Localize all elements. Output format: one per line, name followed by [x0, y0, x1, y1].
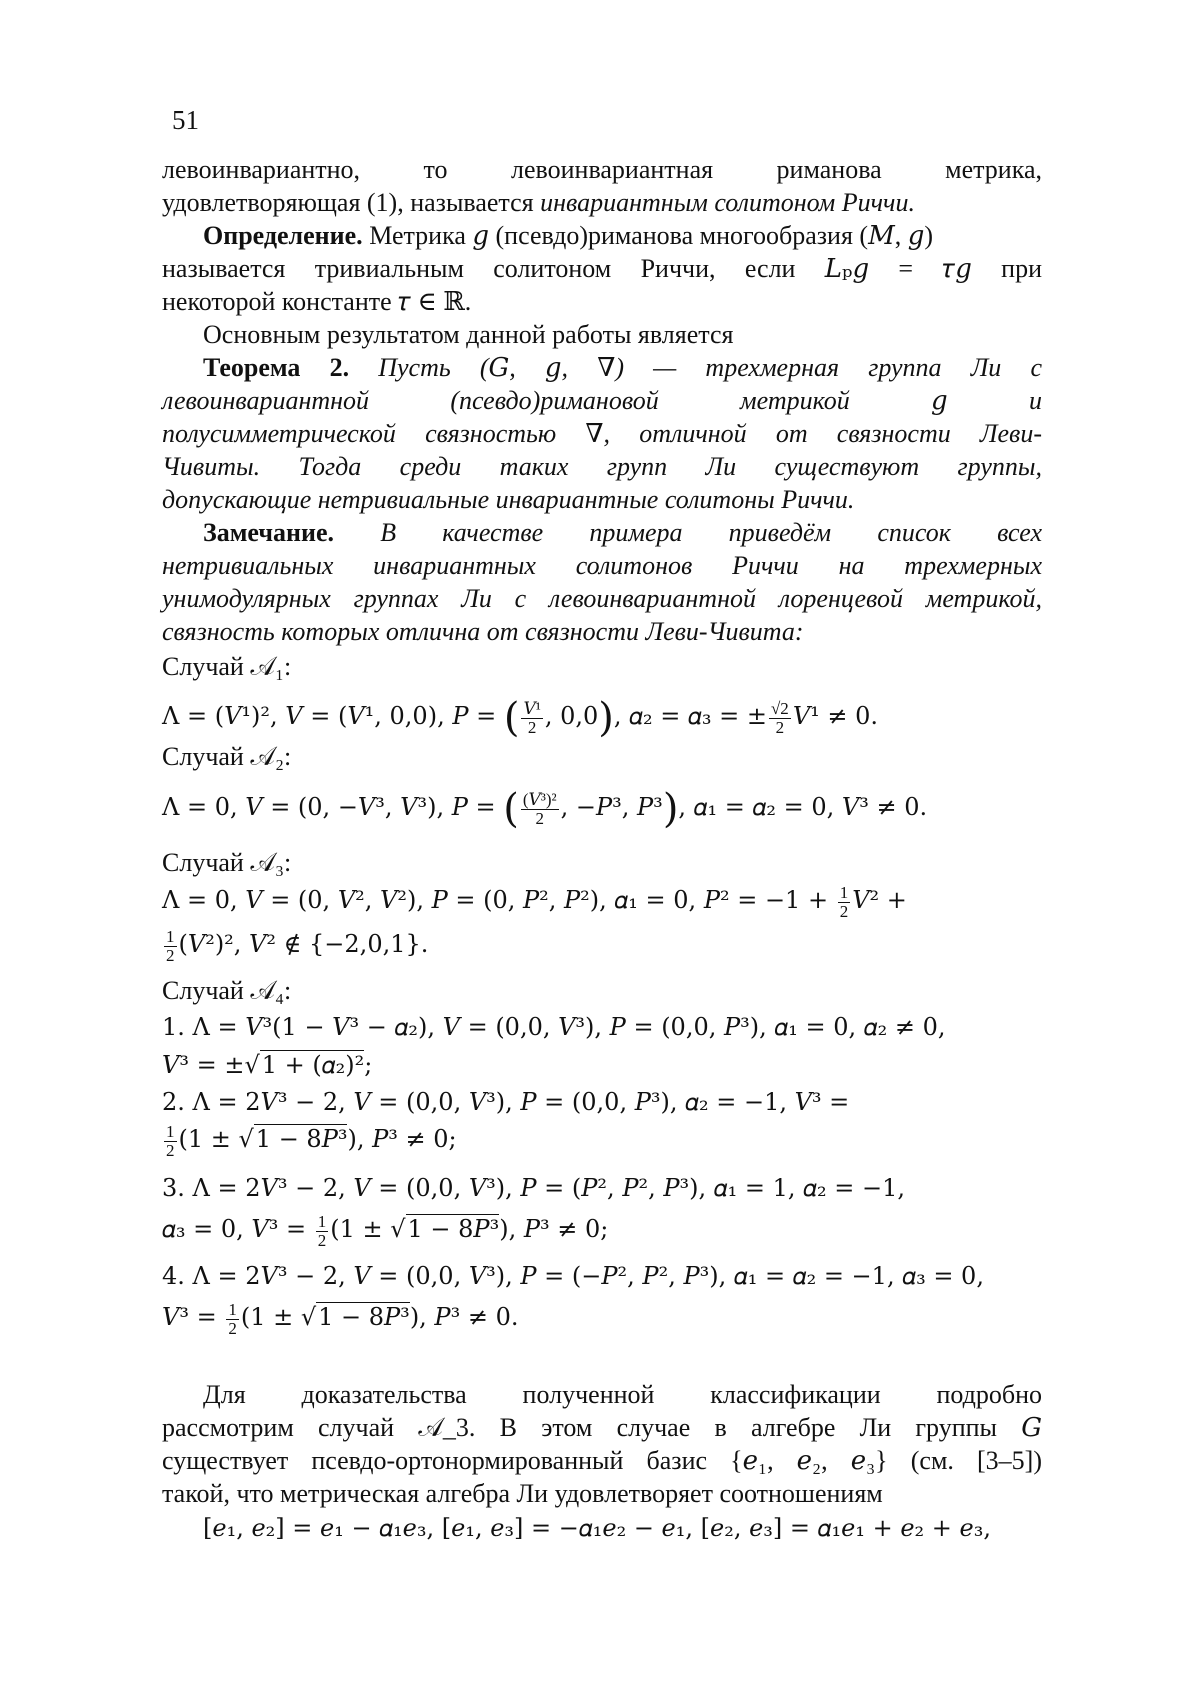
text-span: Метрика 𝑔 (псевдо)риманова многообразия (𝑀, 𝑔)	[363, 221, 933, 250]
formula-part: 𝛼₃ = 0, 𝑉³ =	[162, 1215, 314, 1243]
formula-part: Λ = (𝑉¹)², 𝑉 = (𝑉¹, 0,0), 𝑃 =	[162, 702, 504, 730]
definition-line	[203, 219, 1042, 252]
formula-item-2	[162, 1085, 1042, 1119]
remark-line: унимодулярных группах Ли с левоинвариантной лоренцевой метрикой,	[162, 582, 1042, 615]
text-line: Основным результатом данной работы является	[203, 318, 1042, 351]
formula-part: , 0,0	[545, 702, 598, 730]
formula-item-3: 3. Λ = 2𝑉³ − 2, 𝑉 = (0,0, 𝑉³), 𝑃 = (𝑃², 𝑃², 𝑃³), 𝛼₁ = 1, 𝛼₂ = −1,	[162, 1172, 1042, 1205]
fraction	[164, 928, 177, 965]
theorem-line: полусимметрической связностью ∇, отличной от связности Леви-	[162, 417, 1042, 450]
theorem-line: Чивиты. Тогда среди таких групп Ли существуют группы,	[162, 450, 1042, 483]
formula-case1	[162, 699, 1042, 737]
formula-commutators: [𝑒₁, 𝑒₂] = 𝑒₁ − 𝛼₁𝑒₃, [𝑒₁, 𝑒₃] = −𝛼₁𝑒₂ − 𝑒₁, [𝑒₂, 𝑒₃] = 𝛼₁𝑒₁ + 𝑒₂ + 𝑒₃,	[203, 1512, 1042, 1545]
fraction-denominator: 2	[164, 947, 177, 965]
definition-label: Определение.	[203, 221, 363, 250]
fraction-denominator: 2	[316, 1232, 329, 1250]
formula-part: ), 𝑃³ ≠ 0;	[499, 1215, 608, 1243]
remark-line	[203, 516, 1042, 549]
formula-item-1-cont	[162, 1048, 1042, 1082]
text-line: Для доказательства полученной классификации подробно	[203, 1378, 1042, 1411]
case-label: Случай 𝒜₁:	[162, 650, 1042, 683]
paren-right: )	[598, 695, 614, 741]
sqrt-sign: √	[390, 1215, 405, 1243]
fraction	[838, 884, 851, 921]
remark-line: связность которых отлична от связности Леви-Чивита:	[162, 615, 1042, 648]
paren-left: (	[503, 786, 519, 832]
formula-part: Λ = 0, 𝑉 = (0, −𝑉³, 𝑉³), 𝑃 =	[162, 793, 503, 821]
theorem-label: Теорема 2.	[203, 353, 349, 382]
formula-item-4-cont	[162, 1300, 1042, 1338]
fraction	[521, 791, 559, 828]
sqrt-sign: √	[239, 1125, 254, 1153]
formula-item-4: 4. Λ = 2𝑉³ − 2, 𝑉 = (0,0, 𝑉³), 𝑃 = (−𝑃², 𝑃², 𝑃³), 𝛼₁ = 𝛼₂ = −1, 𝛼₃ = 0,	[162, 1260, 1042, 1293]
formula-part: 2. Λ = 2𝑉³ − 2, 𝑉 = (0,0, 𝑉³), 𝑃 = (0,0, 𝑃³), 𝛼₂ = −1, 𝑉³ =	[162, 1088, 849, 1116]
fraction-denominator: 2	[521, 810, 559, 828]
fraction-numerator: 𝑉¹	[521, 700, 542, 719]
formula-part: (𝑉²)², 𝑉² ∉ {−2,0,1}.	[179, 930, 429, 958]
formula-part: , 𝛼₂ = 𝛼₃ = ±	[614, 702, 767, 730]
sqrt-sign: √	[244, 1051, 259, 1079]
fraction	[521, 700, 542, 737]
text-span: В качестве примера приведём список всех	[334, 518, 1042, 547]
fraction-denominator: 2	[521, 719, 542, 737]
formula-item-2-cont	[162, 1122, 1042, 1160]
paren-left: (	[504, 695, 520, 741]
sqrt-radicand: 1 − 8𝑃³	[316, 1302, 410, 1331]
fraction-numerator: 1	[838, 884, 851, 903]
fraction	[769, 700, 791, 737]
fraction-denominator: 2	[226, 1320, 239, 1338]
formula-part: , 𝛼₁ = 𝛼₂ = 0, 𝑉³ ≠ 0.	[678, 793, 927, 821]
text-line: левоинвариантно, то левоинвариантная риманова метрика,	[162, 153, 1042, 186]
formula-case3-cont	[162, 927, 1042, 965]
case-label: Случай 𝒜₂:	[162, 740, 1042, 773]
fraction-denominator: 2	[838, 903, 851, 921]
fraction	[226, 1301, 239, 1338]
fraction-numerator: √2	[769, 700, 791, 719]
theorem-line	[203, 351, 1042, 384]
formula-part: , −𝑃³, 𝑃³	[561, 793, 663, 821]
text-line: такой, что метрическая алгебра Ли удовлетворяет соотношениям	[162, 1477, 1042, 1510]
formula-part: 𝑉³ =	[162, 1303, 224, 1331]
remark-line: нетривиальных инвариантных солитонов Риччи на трехмерных	[162, 549, 1042, 582]
fraction-numerator: 1	[164, 928, 177, 947]
formula-part: (1 ±	[241, 1303, 301, 1331]
fraction	[164, 1123, 177, 1160]
page-number: 51	[172, 104, 199, 137]
formula-item-1: 1. Λ = 𝑉³(1 − 𝑉³ − 𝛼₂), 𝑉 = (0,0, 𝑉³), 𝑃 = (0,0, 𝑃³), 𝛼₁ = 0, 𝛼₂ ≠ 0,	[162, 1011, 1042, 1044]
text-line: называется тривиальным солитоном Риччи, если 𝐿ₚ𝑔 = 𝜏𝑔 при	[162, 252, 1042, 285]
fraction	[316, 1213, 329, 1250]
text-line: существует псевдо-ортонормированный базис {𝑒₁, 𝑒₂, 𝑒₃} (см. [3–5])	[162, 1444, 1042, 1477]
theorem-line: допускающие нетривиальные инвариантные солитоны Риччи.	[162, 483, 1042, 516]
fraction-denominator: 2	[164, 1142, 177, 1160]
sqrt-radicand: 1 + (𝛼₂)²	[260, 1050, 364, 1079]
theorem-line: левоинвариантной (псевдо)римановой метрикой 𝑔 и	[162, 384, 1042, 417]
formula-part: ), 𝑃³ ≠ 0.	[410, 1303, 519, 1331]
formula-part: (1 ±	[179, 1125, 239, 1153]
sqrt-sign: √	[301, 1303, 316, 1331]
formula-part: 𝑉³ = ±	[162, 1051, 244, 1079]
fraction-numerator: 1	[164, 1123, 177, 1142]
text-line	[162, 186, 1042, 219]
formula-part: ;	[364, 1051, 372, 1079]
formula-part: Λ = 0, 𝑉 = (0, 𝑉², 𝑉²), 𝑃 = (0, 𝑃², 𝑃²), 𝛼₁ = 0, 𝑃² = −1 +	[162, 886, 836, 914]
text-line: рассмотрим случай 𝒜_3. В этом случае в алгебре Ли группы 𝐺	[162, 1411, 1042, 1444]
document-page	[0, 0, 1200, 1703]
fraction-denominator: 2	[769, 719, 791, 737]
formula-part: ), 𝑃³ ≠ 0;	[347, 1125, 456, 1153]
case-label: Случай 𝒜₄:	[162, 974, 1042, 1007]
text-span: Пусть (𝐺, 𝑔, ∇) — трехмерная группа Ли с	[349, 353, 1042, 382]
formula-case2	[162, 790, 1042, 828]
italic-term: инвариантным солитоном Риччи.	[540, 188, 915, 217]
text-line: некоторой константе 𝜏 ∈ ℝ.	[162, 285, 1042, 318]
text-span: удовлетворяющая (1), называется	[162, 188, 540, 217]
case-label: Случай 𝒜₃:	[162, 846, 1042, 879]
formula-part: 𝑉¹ ≠ 0.	[793, 702, 878, 730]
remark-label: Замечание.	[203, 518, 334, 547]
formula-part: 𝑉² +	[852, 886, 907, 914]
fraction-numerator: (𝑉³)²	[521, 791, 559, 810]
formula-case3	[162, 883, 1042, 921]
sqrt-radicand: 1 − 8𝑃³	[406, 1214, 500, 1243]
sqrt-radicand: 1 − 8𝑃³	[254, 1124, 348, 1153]
paren-right: )	[663, 786, 679, 832]
formula-part: (1 ±	[330, 1215, 390, 1243]
fraction-numerator: 1	[226, 1301, 239, 1320]
formula-item-3-cont	[162, 1212, 1042, 1250]
fraction-numerator: 1	[316, 1213, 329, 1232]
